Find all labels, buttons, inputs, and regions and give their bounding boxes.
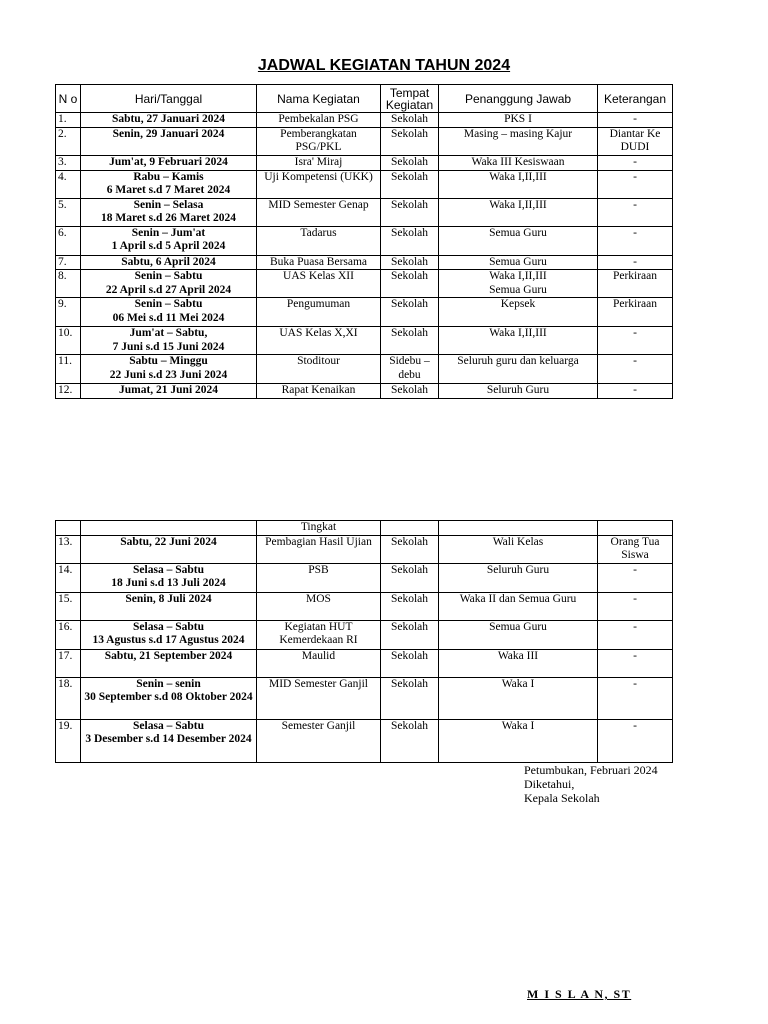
cell-note: Perkiraan — [598, 298, 673, 327]
cell-activity: Isra' Miraj — [257, 155, 381, 170]
schedule-table-2 — [55, 520, 673, 763]
cell-note: - — [598, 113, 673, 128]
cell-no: 10. — [56, 327, 81, 355]
cell-note: - — [598, 255, 673, 270]
cell-pic: Seluruh Guru — [439, 563, 598, 592]
cell-place: Sekolah — [381, 127, 439, 155]
cell-date — [81, 521, 257, 536]
table-header-row — [56, 85, 673, 113]
table-row — [56, 563, 673, 592]
table-row — [56, 113, 673, 128]
cell-no: 6. — [56, 226, 81, 255]
table-row — [56, 592, 673, 620]
schedule-table-1 — [55, 84, 673, 399]
cell-activity: UAS Kelas XII — [257, 270, 381, 298]
role-label: Kepala Sekolah — [524, 791, 600, 805]
header-date: Hari/Tanggal — [81, 85, 257, 113]
cell-activity: Stoditour — [257, 355, 381, 384]
header-note: Keterangan — [598, 85, 673, 113]
cell-place: Sekolah — [381, 649, 439, 677]
cell-activity: Pemberangkatan PSG/PKL — [257, 127, 381, 155]
cell-note: - — [598, 170, 673, 198]
cell-date: Senin – Jum'at 1 April s.d 5 April 2024 — [81, 226, 257, 255]
cell-activity: UAS Kelas X,XI — [257, 327, 381, 355]
table-row — [56, 198, 673, 226]
cell-date: Jum'at, 9 Februari 2024 — [81, 155, 257, 170]
cell-no: 11. — [56, 355, 81, 384]
table-row — [56, 170, 673, 198]
cell-no: 12. — [56, 384, 81, 399]
cell-pic: PKS I — [439, 113, 598, 128]
table-row — [56, 327, 673, 355]
cell-no: 8. — [56, 270, 81, 298]
cell-activity: Buka Puasa Bersama — [257, 255, 381, 270]
cell-place: Sekolah — [381, 719, 439, 762]
cell-place: Sekolah — [381, 226, 439, 255]
cell-pic: Waka I — [439, 677, 598, 719]
table-row — [56, 298, 673, 327]
table-row — [56, 620, 673, 649]
cell-date: Senin – Sabtu 22 April s.d 27 April 2024 — [81, 270, 257, 298]
cell-pic — [439, 521, 598, 536]
cell-pic: Waka I,II,III — [439, 327, 598, 355]
cell-date: Senin – Selasa 18 Maret s.d 26 Maret 2024 — [81, 198, 257, 226]
cell-pic: Seluruh Guru — [439, 384, 598, 399]
cell-pic: Wali Kelas — [439, 535, 598, 563]
cell-date: Rabu – Kamis 6 Maret s.d 7 Maret 2024 — [81, 170, 257, 198]
cell-place: Sekolah — [381, 327, 439, 355]
table-row — [56, 535, 673, 563]
table-row — [56, 355, 673, 384]
cell-note: Orang Tua Siswa — [598, 535, 673, 563]
cell-place: Sekolah — [381, 198, 439, 226]
cell-date: Sabtu, 21 September 2024 — [81, 649, 257, 677]
cell-note: - — [598, 649, 673, 677]
cell-pic: Waka I,II,III — [439, 170, 598, 198]
cell-no: 1. — [56, 113, 81, 128]
cell-date: Jum'at – Sabtu, 7 Juni s.d 15 Juni 2024 — [81, 327, 257, 355]
cell-place: Sekolah — [381, 620, 439, 649]
cell-pic: Waka I,II,III Semua Guru — [439, 270, 598, 298]
table-row — [56, 255, 673, 270]
place-date: Petumbukan, Februari 2024 — [524, 763, 658, 777]
cell-no: 14. — [56, 563, 81, 592]
cell-note: - — [598, 384, 673, 399]
cell-no: 13. — [56, 535, 81, 563]
cell-place: Sekolah — [381, 677, 439, 719]
cell-pic: Semua Guru — [439, 255, 598, 270]
cell-pic: Waka III Kesiswaan — [439, 155, 598, 170]
signatory-name: M I S L A N, ST — [527, 987, 632, 1001]
cell-no: 9. — [56, 298, 81, 327]
header-no: N o — [56, 85, 81, 113]
cell-place: Sekolah — [381, 270, 439, 298]
cell-activity: Pembekalan PSG — [257, 113, 381, 128]
cell-no: 2. — [56, 127, 81, 155]
cell-date: Senin, 8 Juli 2024 — [81, 592, 257, 620]
cell-place: Sekolah — [381, 563, 439, 592]
table-row — [56, 384, 673, 399]
cell-activity: MOS — [257, 592, 381, 620]
cell-activity: Tingkat — [257, 521, 381, 536]
cell-pic: Seluruh guru dan keluarga — [439, 355, 598, 384]
cell-place: Sidebu – debu — [381, 355, 439, 384]
cell-note: - — [598, 719, 673, 762]
cell-place: Sekolah — [381, 170, 439, 198]
cell-activity: Uji Kompetensi (UKK) — [257, 170, 381, 198]
cell-date: Selasa – Sabtu 18 Juni s.d 13 Juli 2024 — [81, 563, 257, 592]
cell-pic: Waka II dan Semua Guru — [439, 592, 598, 620]
cell-date: Selasa – Sabtu 3 Desember s.d 14 Desember 2024 — [81, 719, 257, 762]
cell-activity: Tadarus — [257, 226, 381, 255]
cell-no: 18. — [56, 677, 81, 719]
cell-activity: PSB — [257, 563, 381, 592]
cell-date: Sabtu, 22 Juni 2024 — [81, 535, 257, 563]
cell-place — [381, 521, 439, 536]
cell-note: - — [598, 198, 673, 226]
table-row — [56, 719, 673, 762]
header-activity: Nama Kegiatan — [257, 85, 381, 113]
schedule-table-2-body — [56, 521, 673, 763]
table-row — [56, 649, 673, 677]
cell-note: - — [598, 355, 673, 384]
table-row — [56, 226, 673, 255]
cell-pic: Semua Guru — [439, 226, 598, 255]
cell-date: Jumat, 21 Juni 2024 — [81, 384, 257, 399]
table-row — [56, 677, 673, 719]
cell-activity: Semester Ganjil — [257, 719, 381, 762]
cell-date: Selasa – Sabtu 13 Agustus s.d 17 Agustus 2024 — [81, 620, 257, 649]
cell-date: Senin – senin 30 September s.d 08 Oktober 2024 — [81, 677, 257, 719]
cell-note: Diantar Ke DUDI — [598, 127, 673, 155]
schedule-table-1-body — [56, 113, 673, 399]
cell-pic: Waka I,II,III — [439, 198, 598, 226]
cell-place: Sekolah — [381, 255, 439, 270]
cell-date: Sabtu – Minggu 22 Juni s.d 23 Juni 2024 — [81, 355, 257, 384]
cell-note: - — [598, 155, 673, 170]
cell-activity: Maulid — [257, 649, 381, 677]
cell-date: Senin, 29 Januari 2024 — [81, 127, 257, 155]
known-label: Diketahui, — [524, 777, 575, 791]
signature-block — [524, 763, 658, 805]
cell-date: Sabtu, 6 April 2024 — [81, 255, 257, 270]
cell-activity: Kegiatan HUT Kemerdekaan RI — [257, 620, 381, 649]
header-place: Tempat Kegiatan — [381, 85, 439, 113]
cell-pic: Masing – masing Kajur — [439, 127, 598, 155]
cell-place: Sekolah — [381, 384, 439, 399]
cell-no: 15. — [56, 592, 81, 620]
cell-no: 19. — [56, 719, 81, 762]
table-row — [56, 127, 673, 155]
cell-note: - — [598, 677, 673, 719]
cell-activity: Rapat Kenaikan — [257, 384, 381, 399]
cell-note: - — [598, 620, 673, 649]
table-row — [56, 270, 673, 298]
cell-note: - — [598, 327, 673, 355]
cell-no: 16. — [56, 620, 81, 649]
cell-place: Sekolah — [381, 155, 439, 170]
cell-place: Sekolah — [381, 535, 439, 563]
table-row — [56, 155, 673, 170]
table-row — [56, 521, 673, 536]
cell-pic: Waka I — [439, 719, 598, 762]
cell-place: Sekolah — [381, 592, 439, 620]
cell-place: Sekolah — [381, 298, 439, 327]
cell-note: Perkiraan — [598, 270, 673, 298]
cell-no: 4. — [56, 170, 81, 198]
cell-no: 17. — [56, 649, 81, 677]
cell-no: 5. — [56, 198, 81, 226]
cell-no: 3. — [56, 155, 81, 170]
cell-place: Sekolah — [381, 113, 439, 128]
cell-note: - — [598, 563, 673, 592]
cell-pic: Waka III — [439, 649, 598, 677]
cell-pic: Kepsek — [439, 298, 598, 327]
cell-note: - — [598, 226, 673, 255]
cell-activity: MID Semester Genap — [257, 198, 381, 226]
header-pic: Penanggung Jawab — [439, 85, 598, 113]
cell-date: Sabtu, 27 Januari 2024 — [81, 113, 257, 128]
cell-note: - — [598, 592, 673, 620]
cell-activity: Pembagian Hasil Ujian — [257, 535, 381, 563]
cell-no: 7. — [56, 255, 81, 270]
cell-activity: MID Semester Ganjil — [257, 677, 381, 719]
document-title: JADWAL KEGIATAN TAHUN 2024 — [257, 57, 511, 74]
cell-pic: Semua Guru — [439, 620, 598, 649]
cell-no — [56, 521, 81, 536]
cell-activity: Pengumuman — [257, 298, 381, 327]
cell-date: Senin – Sabtu 06 Mei s.d 11 Mei 2024 — [81, 298, 257, 327]
cell-note — [598, 521, 673, 536]
